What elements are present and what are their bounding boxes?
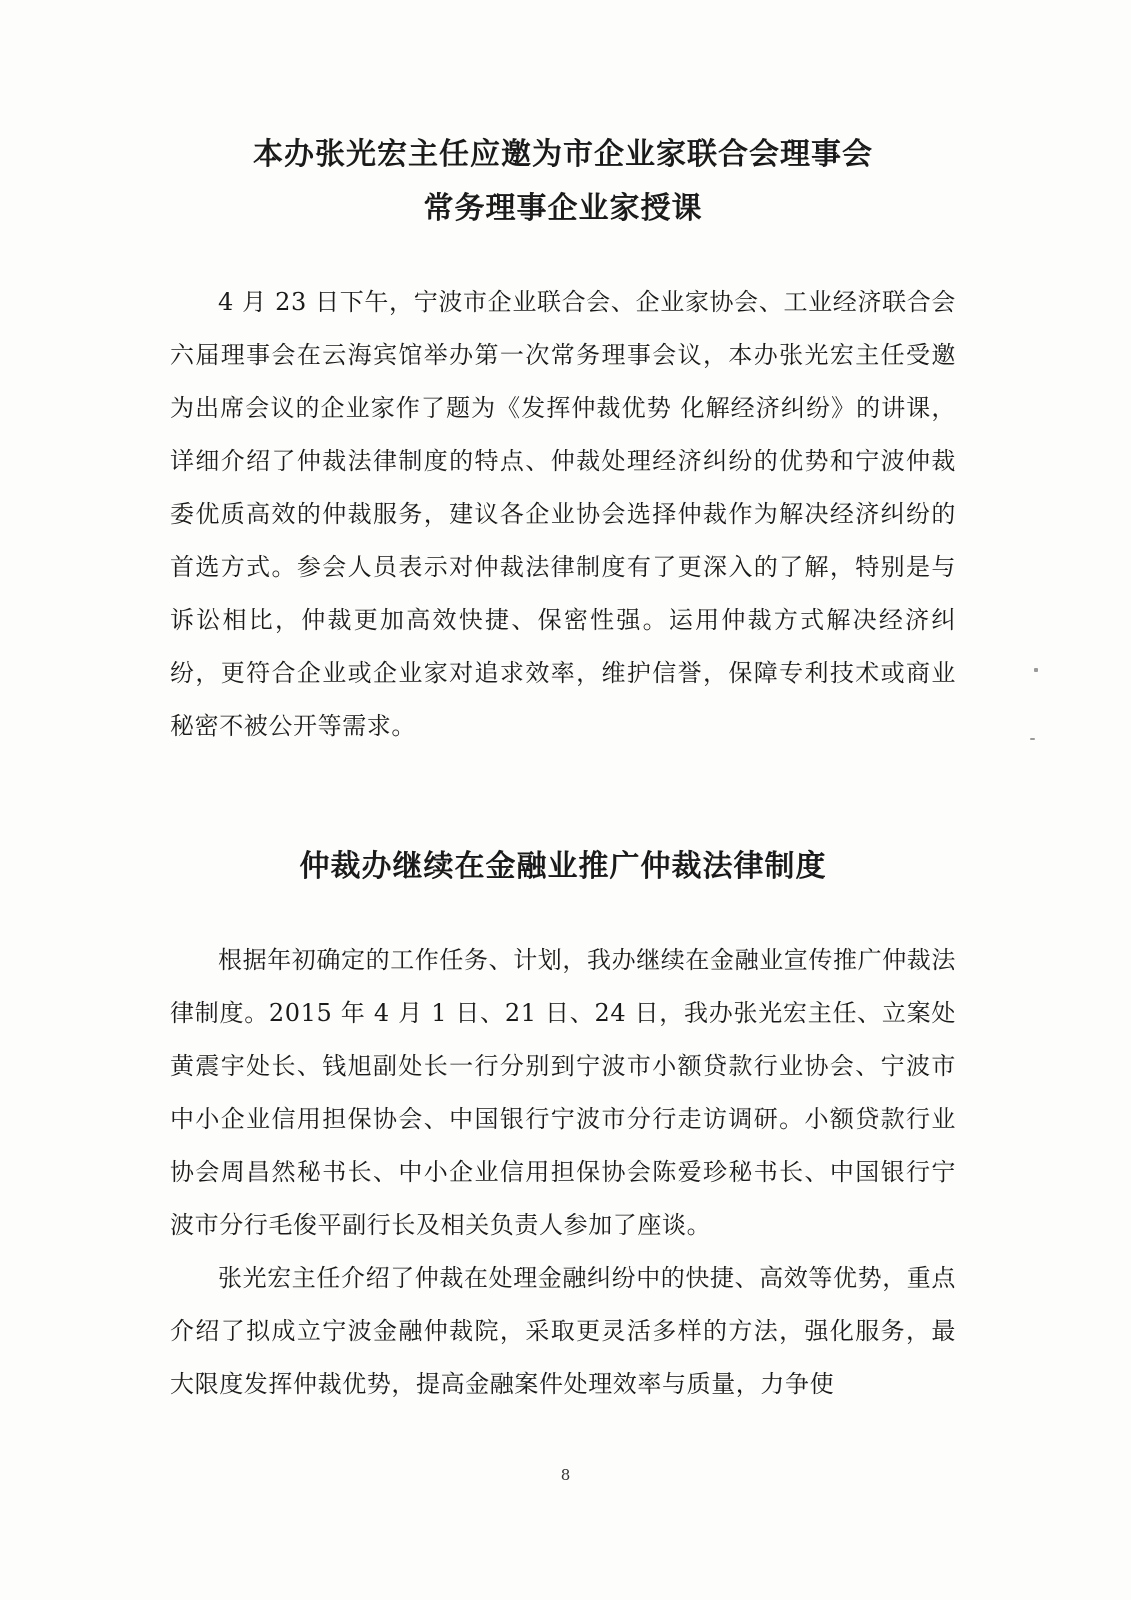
page-number: 8 [560, 1466, 571, 1484]
article-arbitration-lecture [170, 128, 956, 753]
article-title-line-1: 本办张光宏主任应邀为市企业家联合会理事会 [253, 137, 873, 172]
article-body [170, 276, 956, 753]
article-title [170, 128, 956, 236]
scan-speck [1034, 668, 1038, 672]
article-title-line-2: 常务理事企业家授课 [423, 191, 703, 226]
scan-speck [1030, 738, 1035, 740]
article-title [170, 840, 956, 894]
article-paragraph: 根据年初确定的工作任务、计划，我办继续在金融业宣传推广仲裁法律制度。2015 年 4 月 1 日、21 日、24 日，我办张光宏主任、立案处黄震宇处长、钱旭副处长一行分别到宁波市小额贷款行业协会、宁波市中小企业信用担保协会、中国银行宁波市分行走访调研。小额贷款行业协会周昌然秘书长、中小企业信用担保协会陈爱珍秘书长、中国银行宁波市分行毛俊平副行长及相关负责人参加了座谈。 [170, 946, 956, 1239]
article-title-line-1: 仲裁办继续在金融业推广仲裁法律制度 [299, 849, 827, 884]
article-body [170, 934, 956, 1411]
article-paragraph: 张光宏主任介绍了仲裁在处理金融纠纷中的快捷、高效等优势，重点介绍了拟成立宁波金融仲裁院，采取更灵活多样的方法，强化服务，最大限度发挥仲裁优势，提高金融案件处理效率与质量，力争使 [170, 1264, 956, 1398]
article-paragraph: 4 月 23 日下午，宁波市企业联合会、企业家协会、工业经济联合会六届理事会在云海宾馆举办第一次常务理事会议，本办张光宏主任受邀为出席会议的企业家作了题为《发挥仲裁优势 化解经济纠纷》的讲课，详细介绍了仲裁法律制度的特点、仲裁处理经济纠纷的优势和宁波仲裁委优质高效的仲裁服务，建议各企业协会选择仲裁作为解决经济纠纷的首选方式。参会人员表示对仲裁法律制度有了更深入的了解，特别是与诉讼相比，仲裁更加高效快捷、保密性强。运用仲裁方式解决经济纠纷，更符合企业或企业家对追求效率，维护信誉，保障专利技术或商业秘密不被公开等需求。 [170, 288, 956, 740]
article-finance-promotion [170, 840, 956, 1411]
